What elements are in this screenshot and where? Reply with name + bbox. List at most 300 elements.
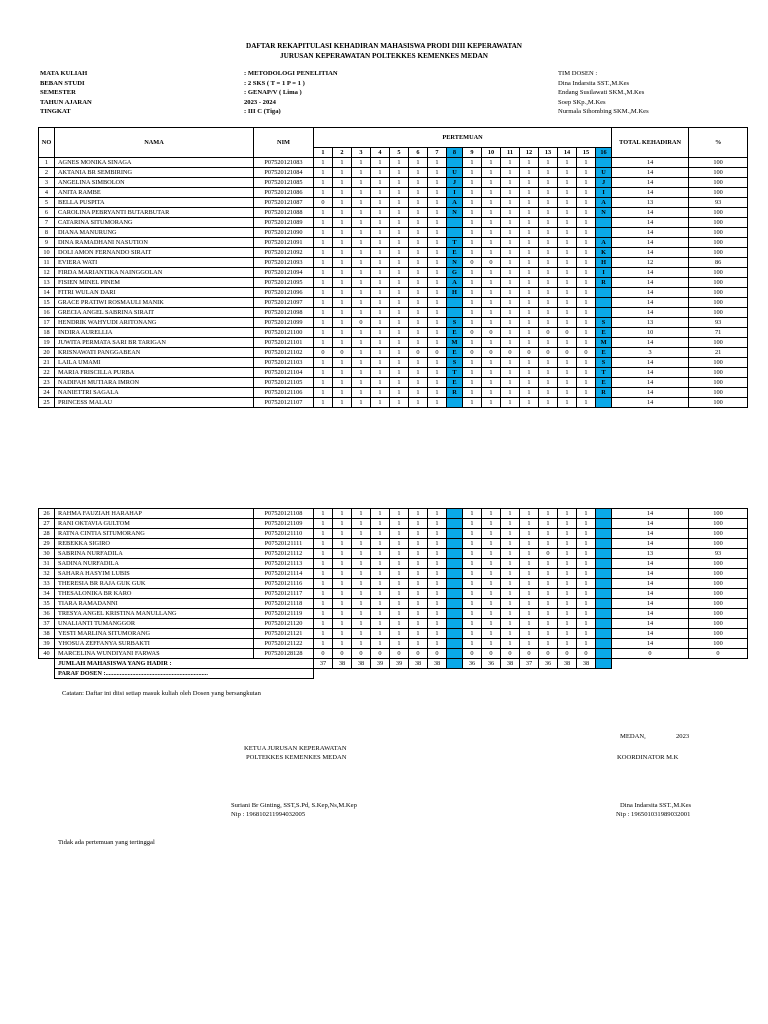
attendance-cell: 1 [371,188,390,198]
attendance-cell: 1 [314,358,333,368]
attendance-cell: 1 [390,529,409,539]
attendance-cell: 1 [371,589,390,599]
student-nim: P07520121099 [254,318,314,328]
midterm-column-cell: T [447,238,463,248]
table-row [39,228,748,238]
midterm-column-cell [447,599,463,609]
row-number: 3 [39,178,55,188]
attendance-cell: 1 [409,629,428,639]
attendance-cell: 1 [390,268,409,278]
jumlah-spacer [39,659,55,669]
final-column-cell: A [596,198,612,208]
student-nim: P07520121094 [254,268,314,278]
attendance-cell: 1 [539,589,558,599]
final-column-cell [596,228,612,238]
attendance-cell: 1 [371,258,390,268]
info-label: TAHUN AJARAN [40,98,92,106]
student-nim: P07520121113 [254,559,314,569]
attendance-cell: 1 [539,398,558,408]
student-nim: P07520121091 [254,238,314,248]
attendance-cell: 1 [558,619,577,629]
midterm-column-cell [447,158,463,168]
student-name: YHOSUA ZEFFANYA SURBAKTI [55,639,254,649]
attendance-cell: 1 [352,158,371,168]
attendance-cell: 1 [333,559,352,569]
student-name: KRISNAWATI PANGGABEAN [55,348,254,358]
attendance-cell: 1 [463,308,482,318]
student-nim: P07520121103 [254,358,314,368]
row-number: 31 [39,559,55,569]
attendance-cell: 1 [463,238,482,248]
attendance-cell: 1 [428,258,447,268]
info-label: SEMESTER [40,89,76,96]
info-values [244,69,338,117]
attendance-cell: 1 [501,158,520,168]
student-nim: P07520121084 [254,168,314,178]
midterm-column-cell [447,509,463,519]
info-value: : 2 SKS ( T = 1 P = 1 ) [244,79,305,87]
midterm-column-cell: E [447,328,463,338]
attendance-cell: 1 [501,258,520,268]
tim-dosen-member: Nurmala Sihombing SKM.,M.Kes [558,108,649,115]
col-pct-header: % [689,128,748,158]
catatan-note: Catatan: Daftar ini diisi setiap masuk kuliah oleh Dosen yang bersangkutan [62,690,261,697]
total-attendance: 14 [612,308,689,318]
student-nim: P07520121105 [254,378,314,388]
final-column-cell [596,559,612,569]
attendance-cell: 1 [390,338,409,348]
midterm-column-cell [447,228,463,238]
attendance-cell: 1 [577,358,596,368]
attendance-percent: 100 [689,619,748,629]
attendance-cell: 1 [390,278,409,288]
tim-dosen-member: Soep SKp.,M.Kes [558,98,606,106]
attendance-cell: 1 [558,358,577,368]
attendance-cell: 1 [314,619,333,629]
final-column-cell: J [596,178,612,188]
attendance-cell: 1 [352,569,371,579]
attendance-cell: 1 [482,188,501,198]
jumlah-count: 36 [482,659,501,669]
student-name: INDIRA AURELLIA [55,328,254,338]
attendance-cell: 1 [352,208,371,218]
table-row [39,529,748,539]
attendance-cell: 1 [314,308,333,318]
attendance-cell: 1 [428,378,447,388]
attendance-cell: 1 [409,308,428,318]
attendance-cell: 1 [520,248,539,258]
student-nim: P07520121112 [254,549,314,559]
student-name: ANITA RAMBE [55,188,254,198]
student-nim: P07520121097 [254,298,314,308]
attendance-cell: 1 [409,509,428,519]
midterm-column-cell: M [447,338,463,348]
attendance-cell: 1 [501,218,520,228]
attendance-cell: 1 [520,639,539,649]
attendance-cell: 1 [482,288,501,298]
attendance-cell: 1 [428,218,447,228]
attendance-cell: 1 [482,208,501,218]
attendance-cell: 1 [520,398,539,408]
attendance-cell: 1 [333,158,352,168]
attendance-cell: 1 [428,188,447,198]
attendance-table-part1 [38,127,748,408]
attendance-cell: 1 [428,208,447,218]
attendance-cell: 1 [371,268,390,278]
attendance-cell: 1 [352,579,371,589]
student-nim: P07520121087 [254,198,314,208]
koordinator-name: Dina Indarsita SST.,M.Kes [620,802,692,809]
attendance-cell: 1 [428,358,447,368]
midterm-column-cell [447,629,463,639]
attendance-cell: 1 [371,228,390,238]
attendance-cell: 1 [577,308,596,318]
attendance-percent: 100 [689,248,748,258]
row-number: 39 [39,639,55,649]
attendance-cell: 1 [501,629,520,639]
attendance-cell: 1 [314,168,333,178]
attendance-cell: 1 [463,228,482,238]
meeting-number-header: 9 [463,148,482,158]
attendance-cell: 1 [352,338,371,348]
midterm-column-cell [447,659,463,669]
total-attendance: 14 [612,398,689,408]
student-nim: P07520121117 [254,589,314,599]
attendance-cell: 1 [409,328,428,338]
attendance-cell: 1 [558,238,577,248]
attendance-cell: 1 [539,338,558,348]
attendance-cell: 1 [409,338,428,348]
attendance-cell: 1 [463,599,482,609]
attendance-cell: 1 [539,248,558,258]
student-nim: P07520121086 [254,188,314,198]
col-total-header: TOTAL KEHADIRAN [612,128,689,158]
attendance-cell: 1 [482,358,501,368]
total-attendance: 14 [612,599,689,609]
attendance-cell: 1 [409,158,428,168]
attendance-cell: 1 [333,258,352,268]
attendance-cell: 1 [371,298,390,308]
attendance-cell: 1 [558,589,577,599]
attendance-cell: 1 [390,208,409,218]
total-attendance: 14 [612,228,689,238]
student-name: MARIA FRISCILLA PURBA [55,368,254,378]
attendance-cell: 1 [577,158,596,168]
attendance-cell: 1 [333,328,352,338]
student-name: DINA RAMADHANI NASUTION [55,238,254,248]
attendance-cell: 1 [390,308,409,318]
attendance-cell: 1 [577,278,596,288]
attendance-cell: 1 [314,398,333,408]
table-row [39,569,748,579]
attendance-cell: 1 [390,298,409,308]
attendance-cell: 1 [577,509,596,519]
attendance-cell: 1 [577,318,596,328]
attendance-cell: 1 [352,519,371,529]
attendance-cell: 1 [539,168,558,178]
attendance-cell: 1 [333,308,352,318]
attendance-percent: 100 [689,158,748,168]
attendance-cell: 1 [314,569,333,579]
attendance-percent: 100 [689,188,748,198]
attendance-cell: 0 [352,318,371,328]
attendance-cell: 1 [428,509,447,519]
attendance-cell: 0 [463,258,482,268]
attendance-cell: 1 [409,619,428,629]
attendance-cell: 1 [390,549,409,559]
attendance-cell: 1 [428,639,447,649]
table-row [39,158,748,168]
attendance-cell: 1 [539,308,558,318]
attendance-cell: 0 [314,649,333,659]
table-row [39,639,748,649]
attendance-cell: 1 [463,559,482,569]
attendance-cell: 1 [352,288,371,298]
total-attendance: 12 [612,258,689,268]
attendance-cell: 1 [501,519,520,529]
attendance-cell: 1 [539,218,558,228]
attendance-cell: 1 [577,168,596,178]
paraf-spacer [39,669,55,679]
attendance-cell: 1 [463,188,482,198]
attendance-cell: 1 [539,388,558,398]
total-attendance: 14 [612,288,689,298]
student-name: EVIERA WATI [55,258,254,268]
attendance-cell: 1 [501,589,520,599]
student-name: SABRINA NURFADILA [55,549,254,559]
student-nim: P07520121109 [254,519,314,529]
attendance-cell: 1 [577,599,596,609]
attendance-cell: 1 [520,519,539,529]
midterm-column-cell [447,639,463,649]
attendance-cell: 1 [539,619,558,629]
attendance-cell: 0 [314,198,333,208]
attendance-cell: 1 [577,619,596,629]
attendance-cell: 1 [371,639,390,649]
attendance-cell: 1 [482,158,501,168]
attendance-cell: 1 [482,599,501,609]
attendance-cell: 1 [333,539,352,549]
attendance-cell: 1 [501,509,520,519]
attendance-cell: 1 [333,519,352,529]
attendance-cell: 0 [314,348,333,358]
attendance-cell: 1 [390,539,409,549]
midterm-column-cell: G [447,268,463,278]
total-attendance: 14 [612,268,689,278]
attendance-cell: 1 [371,609,390,619]
attendance-cell: 1 [463,569,482,579]
attendance-cell: 1 [371,569,390,579]
attendance-cell: 1 [333,318,352,328]
attendance-cell: 1 [352,398,371,408]
attendance-cell: 1 [314,248,333,258]
attendance-cell: 1 [371,218,390,228]
table-row [39,208,748,218]
attendance-cell: 1 [371,278,390,288]
midterm-column-cell [447,519,463,529]
row-number: 30 [39,549,55,559]
student-nim: P07520121114 [254,569,314,579]
attendance-cell: 1 [577,248,596,258]
meeting-number-header: 6 [409,148,428,158]
ketua-name: Suriani Br Ginting, SST,S.Pd, S.Kep,Ns,M.Kep [231,802,357,809]
attendance-cell: 1 [352,328,371,338]
attendance-cell: 1 [520,569,539,579]
row-number: 26 [39,509,55,519]
attendance-cell: 1 [539,539,558,549]
jumlah-count: 37 [520,659,539,669]
midterm-column-cell [447,649,463,659]
attendance-cell: 1 [371,368,390,378]
attendance-cell: 1 [314,228,333,238]
attendance-cell: 1 [558,629,577,639]
row-number: 33 [39,579,55,589]
paraf-spacer [314,669,748,679]
attendance-cell: 1 [558,248,577,258]
attendance-cell: 1 [314,579,333,589]
attendance-cell: 1 [463,338,482,348]
table-row [39,358,748,368]
attendance-cell: 1 [539,298,558,308]
attendance-cell: 1 [482,519,501,529]
attendance-cell: 1 [371,579,390,589]
attendance-cell: 1 [539,519,558,529]
attendance-cell: 1 [520,378,539,388]
attendance-cell: 1 [482,338,501,348]
row-number: 5 [39,198,55,208]
attendance-cell: 1 [520,589,539,599]
attendance-cell: 1 [539,599,558,609]
attendance-cell: 1 [428,338,447,348]
jumlah-count: 38 [352,659,371,669]
attendance-cell: 1 [428,579,447,589]
attendance-cell: 1 [539,509,558,519]
attendance-cell: 1 [390,218,409,228]
attendance-cell: 1 [314,158,333,168]
attendance-cell: 1 [390,388,409,398]
final-column-cell [596,539,612,549]
attendance-cell: 1 [428,519,447,529]
jumlah-count: 36 [463,659,482,669]
table-row [39,549,748,559]
final-column-cell [596,649,612,659]
final-column-cell: S [596,318,612,328]
attendance-cell: 1 [539,268,558,278]
tim-dosen-member: Dina Indarsita SST.,M.Kes [558,79,630,87]
attendance-cell: 1 [390,318,409,328]
attendance-cell: 1 [409,188,428,198]
attendance-cell: 1 [314,629,333,639]
attendance-percent: 100 [689,599,748,609]
attendance-cell: 1 [482,268,501,278]
attendance-cell: 1 [577,298,596,308]
attendance-cell: 1 [520,278,539,288]
attendance-cell: 1 [577,529,596,539]
attendance-cell: 1 [463,639,482,649]
student-nim: P07520121104 [254,368,314,378]
student-name: YESTI MARLINA SITUMORANG [55,629,254,639]
row-number: 15 [39,298,55,308]
final-column-cell [596,639,612,649]
meeting-number-header: 7 [428,148,447,158]
meeting-number-header: 2 [333,148,352,158]
table-row [39,218,748,228]
attendance-cell: 1 [463,158,482,168]
total-attendance: 14 [612,158,689,168]
attendance-cell: 1 [482,579,501,589]
footnote: Tidak ada pertemuan yang tertinggal [58,839,155,846]
attendance-cell: 0 [520,348,539,358]
table-row [39,368,748,378]
attendance-cell: 0 [501,649,520,659]
info-value: 2023 - 2024 [244,98,276,106]
attendance-cell: 1 [520,198,539,208]
attendance-cell: 1 [352,559,371,569]
attendance-cell: 1 [428,288,447,298]
attendance-cell: 1 [520,218,539,228]
attendance-cell: 1 [352,358,371,368]
attendance-cell: 1 [482,168,501,178]
attendance-cell: 1 [482,278,501,288]
attendance-cell: 1 [428,589,447,599]
final-column-cell [596,659,612,669]
attendance-cell: 1 [314,258,333,268]
attendance-cell: 1 [577,178,596,188]
attendance-cell: 1 [501,378,520,388]
attendance-cell: 1 [333,589,352,599]
attendance-cell: 0 [371,649,390,659]
attendance-cell: 1 [539,208,558,218]
attendance-cell: 1 [314,268,333,278]
attendance-cell: 1 [352,509,371,519]
attendance-cell: 1 [577,218,596,228]
attendance-cell: 1 [463,268,482,278]
attendance-cell: 1 [520,208,539,218]
final-column-cell [596,549,612,559]
attendance-cell: 1 [371,619,390,629]
attendance-cell: 1 [539,228,558,238]
student-nim: P07520121095 [254,278,314,288]
attendance-cell: 1 [520,238,539,248]
attendance-cell: 0 [482,328,501,338]
jumlah-count: 38 [558,659,577,669]
row-number: 27 [39,519,55,529]
jumlah-count: 38 [333,659,352,669]
attendance-cell: 1 [371,549,390,559]
attendance-cell: 1 [352,639,371,649]
attendance-cell: 1 [333,358,352,368]
attendance-cell: 1 [409,368,428,378]
attendance-cell: 1 [352,539,371,549]
student-nim: P07520121120 [254,619,314,629]
attendance-cell: 1 [463,398,482,408]
midterm-column-cell: R [447,388,463,398]
total-attendance: 14 [612,208,689,218]
attendance-cell: 1 [390,248,409,258]
attendance-cell: 1 [501,208,520,218]
attendance-cell: 1 [558,258,577,268]
attendance-cell: 1 [558,268,577,278]
attendance-cell: 1 [314,388,333,398]
final-column-cell [596,619,612,629]
attendance-cell: 1 [463,198,482,208]
attendance-cell: 1 [501,549,520,559]
student-nim: P07520121083 [254,158,314,168]
attendance-percent: 100 [689,579,748,589]
final-column-cell [596,569,612,579]
attendance-cell: 1 [314,278,333,288]
attendance-cell: 1 [409,238,428,248]
